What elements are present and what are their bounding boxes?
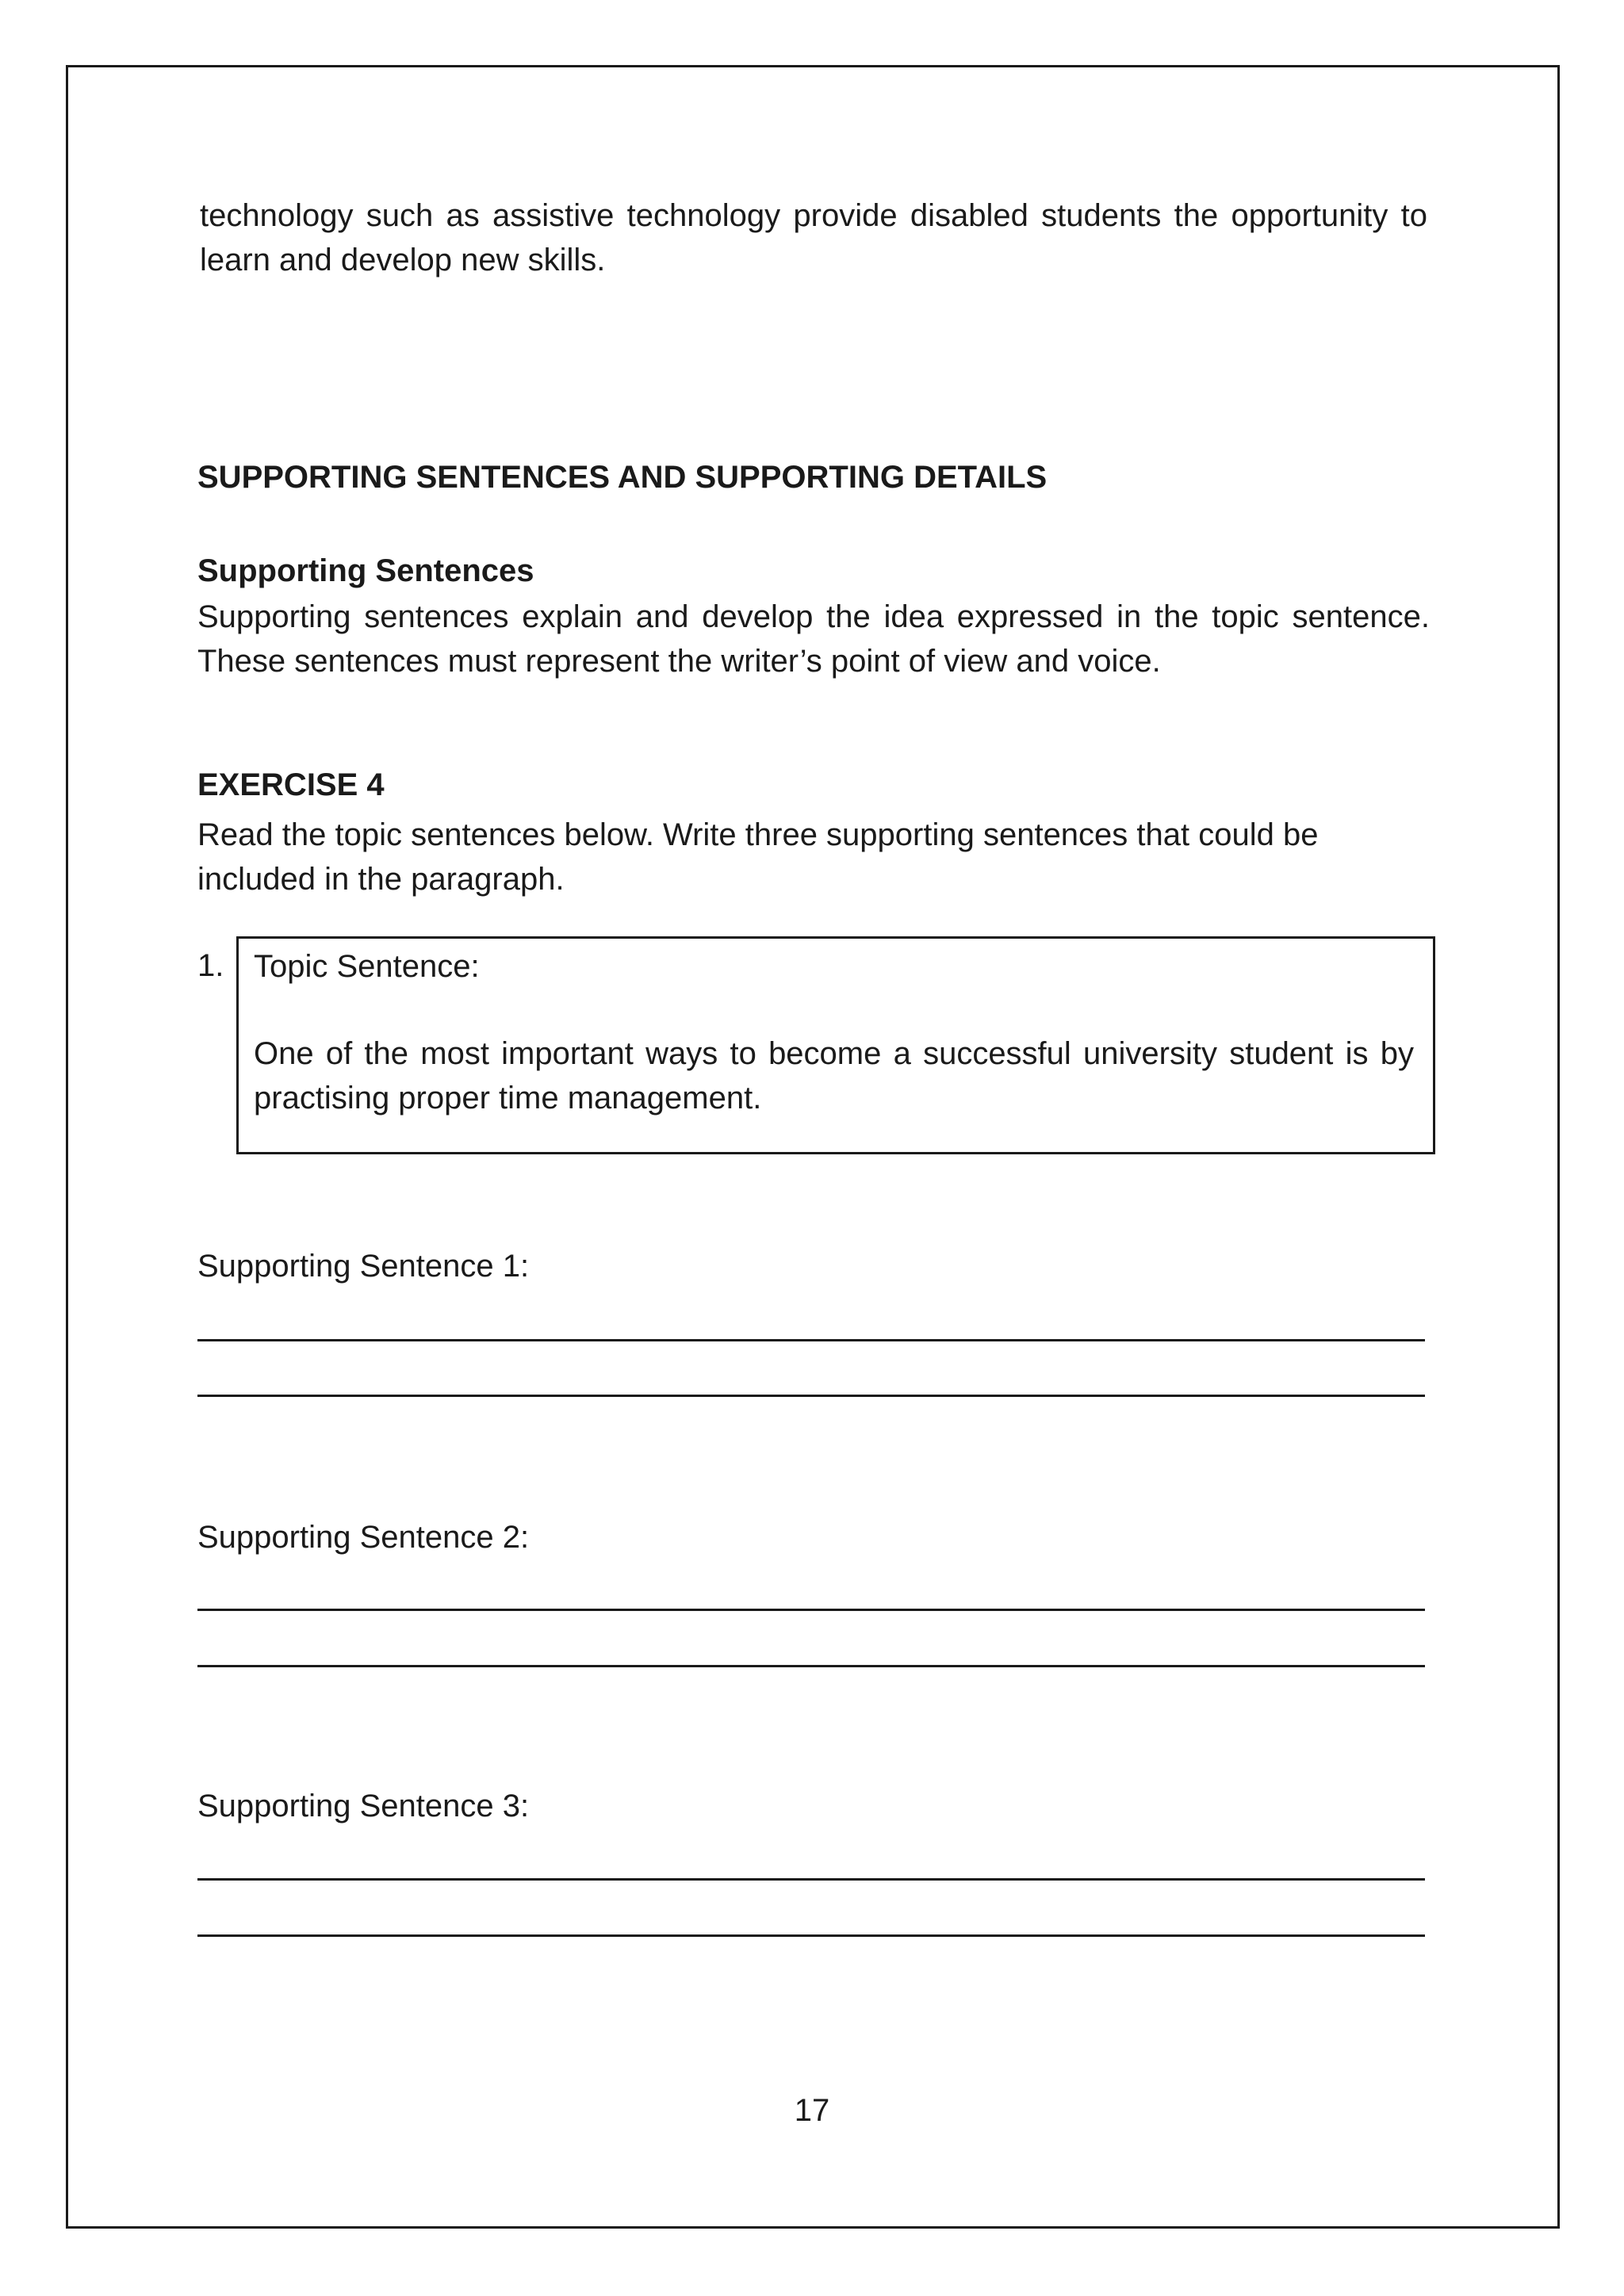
answer-line-1a[interactable] <box>197 1339 1425 1341</box>
supporting-sentences-paragraph: Supporting sentences explain and develop the idea expressed in the topic sentence. These sentences must represent the writer’s point of view and voice. <box>197 599 1430 679</box>
topic-sentence-label: Topic Sentence: <box>254 949 480 984</box>
exercise-instruction: Read the topic sentences below. Write three supporting sentences that could be included in the paragraph. <box>197 817 1319 897</box>
answer-line-3a[interactable] <box>197 1878 1425 1881</box>
subheading-supporting-sentences: Supporting Sentences <box>197 553 534 588</box>
answer-line-3b[interactable] <box>197 1934 1425 1937</box>
answer-line-1b[interactable] <box>197 1395 1425 1397</box>
page-number: 17 <box>794 2093 830 2128</box>
supporting-sentence-1-label: Supporting Sentence 1: <box>197 1249 530 1284</box>
supporting-sentence-2-label: Supporting Sentence 2: <box>197 1520 530 1555</box>
answer-line-2b[interactable] <box>197 1665 1425 1667</box>
answer-line-2a[interactable] <box>197 1609 1425 1611</box>
topic-sentence-text: One of the most important ways to become a successful university student is by practising proper time management. <box>254 1036 1414 1115</box>
section-heading: SUPPORTING SENTENCES AND SUPPORTING DETAILS <box>197 460 1048 495</box>
supporting-sentence-3-label: Supporting Sentence 3: <box>197 1789 530 1823</box>
exercise-heading: EXERCISE 4 <box>197 767 385 802</box>
intro-paragraph: technology such as assistive technology provide disabled students the opportunity to learn and develop new skills. <box>200 198 1427 277</box>
item-number: 1. <box>197 948 224 983</box>
topic-sentence-box <box>236 936 1435 1154</box>
